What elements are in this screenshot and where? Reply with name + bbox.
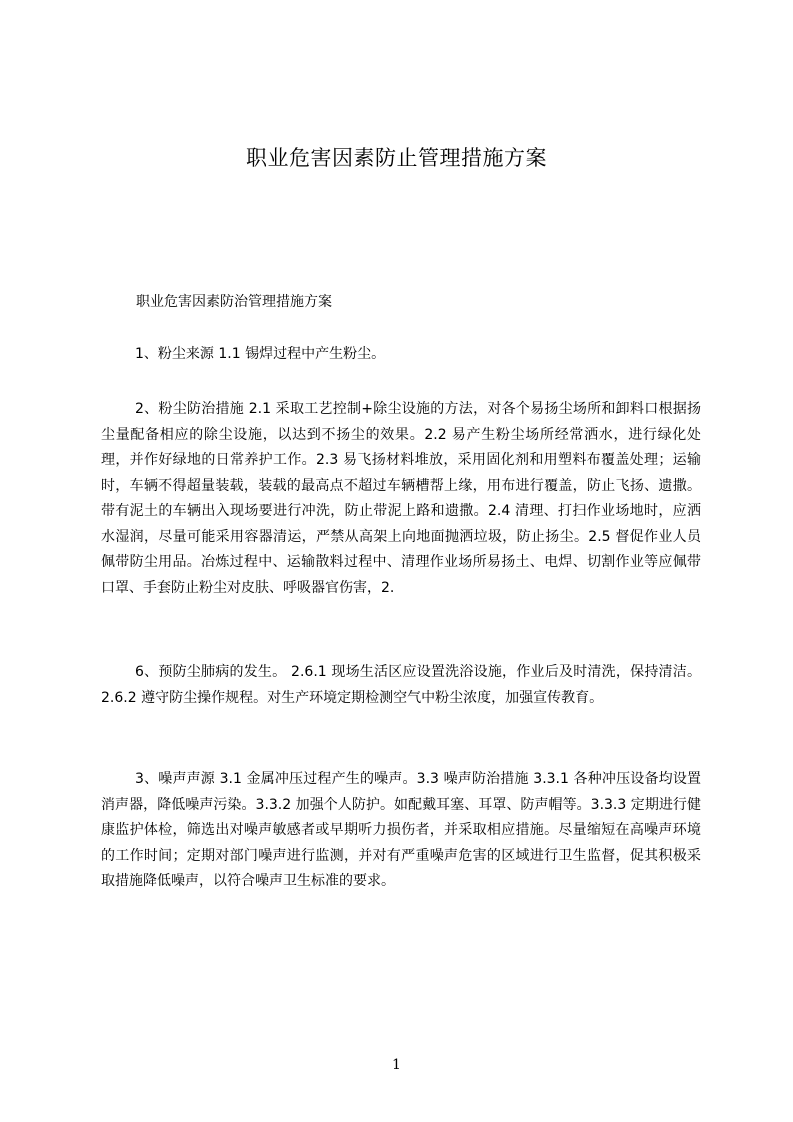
paragraph-dust-prevention: 2、粉尘防治措施 2.1 采取工艺控制+除尘设施的方法，对各个易扬尘场所和卸料口根据扬尘量配备相应的除尘设施，以达到不扬尘的效果。2.2 易产生粉尘场所经常洒水，进行绿化处理，并作好绿地的日常养护工作。2.3 易飞扬材料堆放，采用固化剂和用塑料布覆盖处理；运输时，车辆不得超量装载，装载的最高点不超过车辆槽帮上缘，用布进行覆盖，防止飞扬、遗撒。带有泥土的车辆出入现场要进行冲洗，防止带泥上路和遗撒。2.4 清理、打扫作业场地时，应洒水湿润，尽量可能采用容器清运，严禁从高架上向地面抛洒垃圾，防止扬尘。2.5 督促作业人员佩带防尘用品。冶炼过程中、运输散料过程中、清理作业场所易扬土、电焊、切割作业等应佩带口罩、手套防止粉尘对皮肤、呼吸器官伤害，2. [101,401,701,596]
paragraph-noise-control: 3、噪声声源 3.1 金属冲压过程产生的噪声。3.3 噪声防治措施 3.3.1 各种冲压设备均设置消声器，降低噪声污染。3.3.2 加强个人防护。如配戴耳塞、耳罩、防声帽等。3.3.3 定期进行健康监护体检，筛选出对噪声敏感者或早期听力损伤者，并采取相应措施。尽量缩短在高噪声环境的工作时间；定期对部门噪声进行监测，并对有严重噪声危害的区域进行卫生监督，促其积极采取措施降低噪声，以符合噪声卫生标准的要求。 [101,771,701,889]
document-title: 职业危害因素防止管理措施方案 [246,146,547,170]
paragraph-dust-source: 1、粉尘来源 1.1 锡焊过程中产生粉尘。 [135,346,386,362]
paragraph-pneumoconiosis-prevention: 6、预防尘肺病的发生。 2.6.1 现场生活区应设置洗浴设施，作业后及时清洗，保持清洁。2.6.2 遵守防尘操作规程。对生产环境定期检测空气中粉尘浓度，加强宣传教育。 [101,664,701,706]
document-subtitle: 职业危害因素防治管理措施方案 [136,294,332,310]
page-number: 1 [392,1057,401,1073]
